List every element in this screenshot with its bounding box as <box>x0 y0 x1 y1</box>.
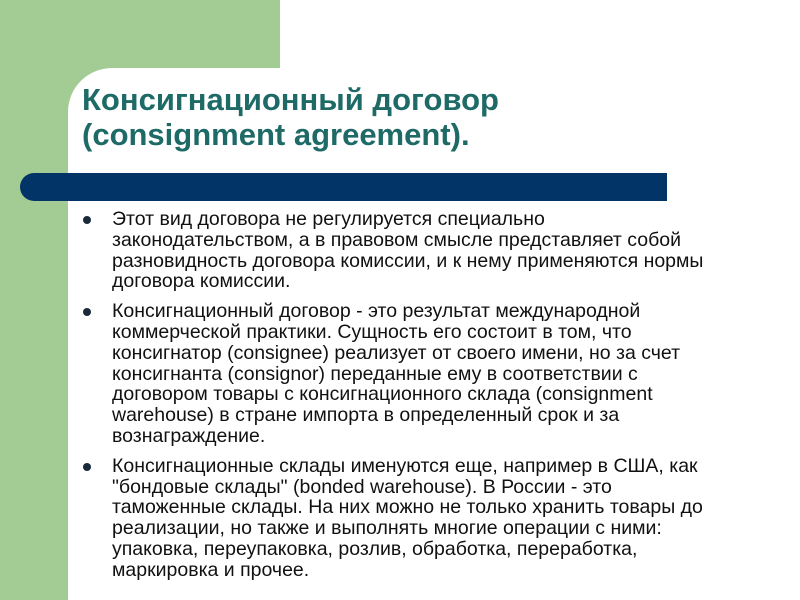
title-line: (consignment agreement). <box>82 117 470 152</box>
bullet-line: вознаграждение. <box>112 424 266 447</box>
bullet-line: реализации, но также и выполнять многие операции с ними: <box>112 517 662 540</box>
bullet-item <box>80 209 792 292</box>
title-divider-bar <box>20 173 667 201</box>
bullet-line: законодательством, а в правовом смысле представляет собой <box>112 228 681 251</box>
bullet-line: договором товары с консигнационного склада (consignment <box>112 383 653 406</box>
bullet-line: упаковка, переупаковка, розлив, обработка, переработка, <box>112 537 638 560</box>
bullet-line: Консигнационные склады именуются еще, например в США, как <box>112 454 698 477</box>
bullet-dot-icon <box>83 463 91 471</box>
bullet-line: Этот вид договора не регулируется специально <box>112 208 545 230</box>
bullet-line: "бондовые склады" (bonded warehouse). В России - это <box>112 475 612 498</box>
bullet-line: Консигнационный договор - это результат международной <box>112 300 641 323</box>
bullet-line: warehouse) в стране импорта в определенный срок и за <box>112 404 620 427</box>
bullet-dot-icon <box>83 308 91 316</box>
bullet-line: коммерческой практики. Сущность его состоит в том, что <box>112 320 632 343</box>
bullet-line: договора комиссии. <box>112 270 291 293</box>
title-line: Консигнационный договор <box>82 82 499 117</box>
bullet-line: разновидность договора комиссии, и к нему применяются нормы <box>112 249 704 272</box>
bullet-list <box>80 209 792 590</box>
bullet-line: маркировка и прочее. <box>112 558 310 581</box>
bullet-item <box>80 301 792 447</box>
bullet-item <box>80 456 792 581</box>
bullet-line: консигнатор (consignee) реализует от своего имени, но за счет <box>112 341 681 364</box>
bullet-dot-icon <box>83 216 91 224</box>
bullet-line: таможенные склады. На них можно не только хранить товары до <box>112 496 703 519</box>
slide-title <box>82 82 722 152</box>
bullet-line: консигнанта (consignor) переданные ему в соответствии с <box>112 362 638 385</box>
